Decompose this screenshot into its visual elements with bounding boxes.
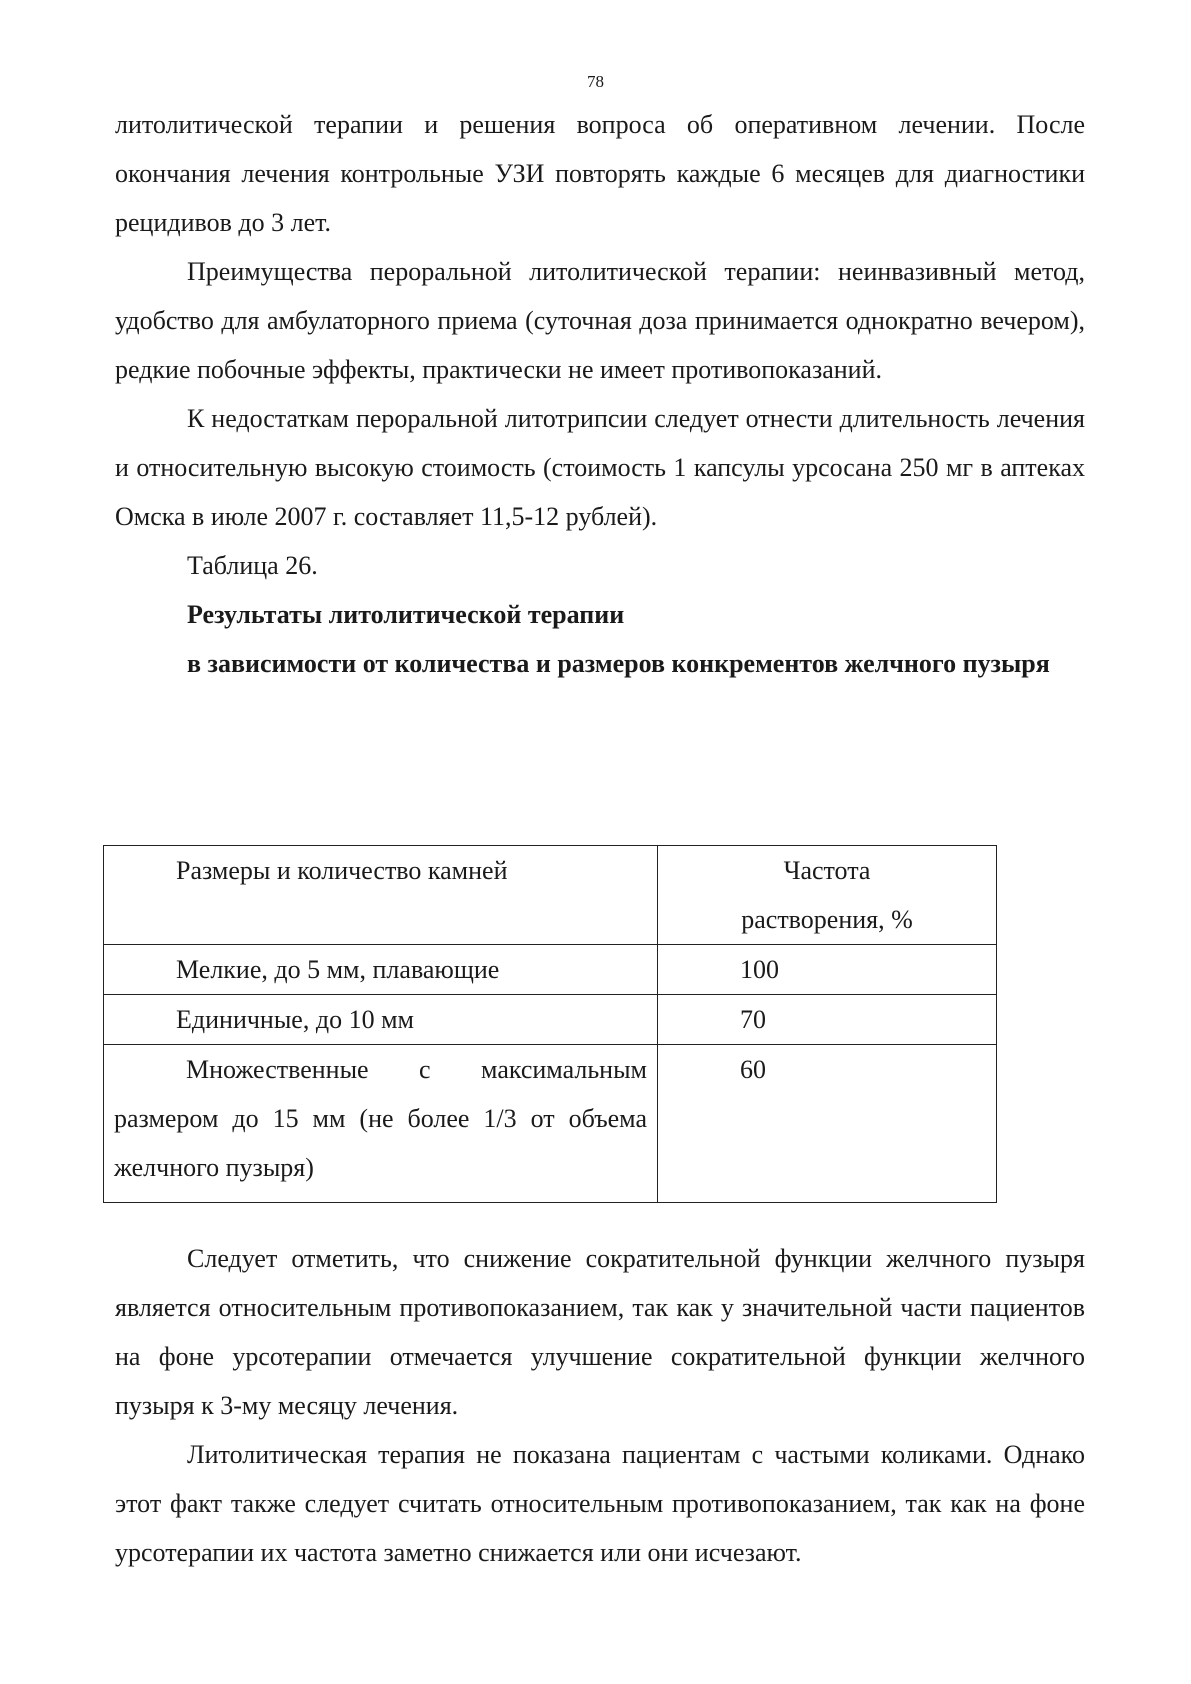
paragraph-colic: Литолитическая терапия не показана пациентам с частыми коликами. Однако этот факт также следует считать относительным противопоказанием, так как на фоне урсотерапии их частота заметно снижается или они исчезают.	[115, 1440, 1085, 1567]
paragraph-continuation: литолитической терапии и решения вопроса об оперативном лечении. После окончания лечения контрольные УЗИ повторять каждые 6 месяцев для диагностики рецидивов до 3 лет.	[115, 110, 1085, 237]
paragraph-contractile-function: Следует отметить, что снижение сократительной функции желчного пузыря является относительным противопоказанием, так как у значительной части пациентов на фоне урсотерапии отмечается улучшение сократительной функции желчного пузыря к 3-му месяцу лечения.	[115, 1244, 1085, 1420]
header-frequency	[658, 846, 997, 945]
row-label: Мелкие, до 5 мм, плавающие	[104, 945, 658, 995]
row-value: 70	[658, 995, 997, 1045]
paragraph-advantages: Преимущества пероральной литолитической терапии: неинвазивный метод, удобство для амбулаторного приема (суточная доза принимается однократно вечером), редкие побочные эффекты, практически не имеет противопоказаний.	[115, 257, 1085, 384]
body-text-top	[115, 100, 1085, 688]
table-label: Таблица 26.	[187, 551, 318, 580]
row-value: 100	[658, 945, 997, 995]
results-table	[103, 845, 997, 1203]
row-value: 60	[658, 1045, 997, 1203]
row-label: Единичные, до 10 мм	[104, 995, 658, 1045]
table-row	[104, 945, 997, 995]
paragraph-disadvantages: К недостаткам пероральной литотрипсии следует отнести длительность лечения и относительную высокую стоимость (стоимость 1 капсулы урсосана 250 мг в аптеках Омска в июле 2007 г. составляет 11,5-12 рублей).	[115, 404, 1085, 531]
table-title-line1: Результаты литолитической терапии	[187, 600, 625, 629]
body-text-bottom	[115, 1234, 1085, 1577]
page-number: 78	[587, 72, 604, 91]
row-label: Множественные с максимальным размером до 15 мм (не более 1/3 от объема желчного пузыря)	[114, 1055, 648, 1182]
header-frequency-line1: Частота	[783, 856, 871, 885]
table-title-line2: в зависимости от количества и размеров конкрементов желчного пузыря	[187, 649, 1050, 678]
header-sizes: Размеры и количество камней	[104, 846, 658, 945]
table-row	[104, 995, 997, 1045]
header-frequency-line2: растворения, %	[741, 905, 913, 934]
table-header-row	[104, 846, 997, 945]
table-row	[104, 1045, 997, 1203]
